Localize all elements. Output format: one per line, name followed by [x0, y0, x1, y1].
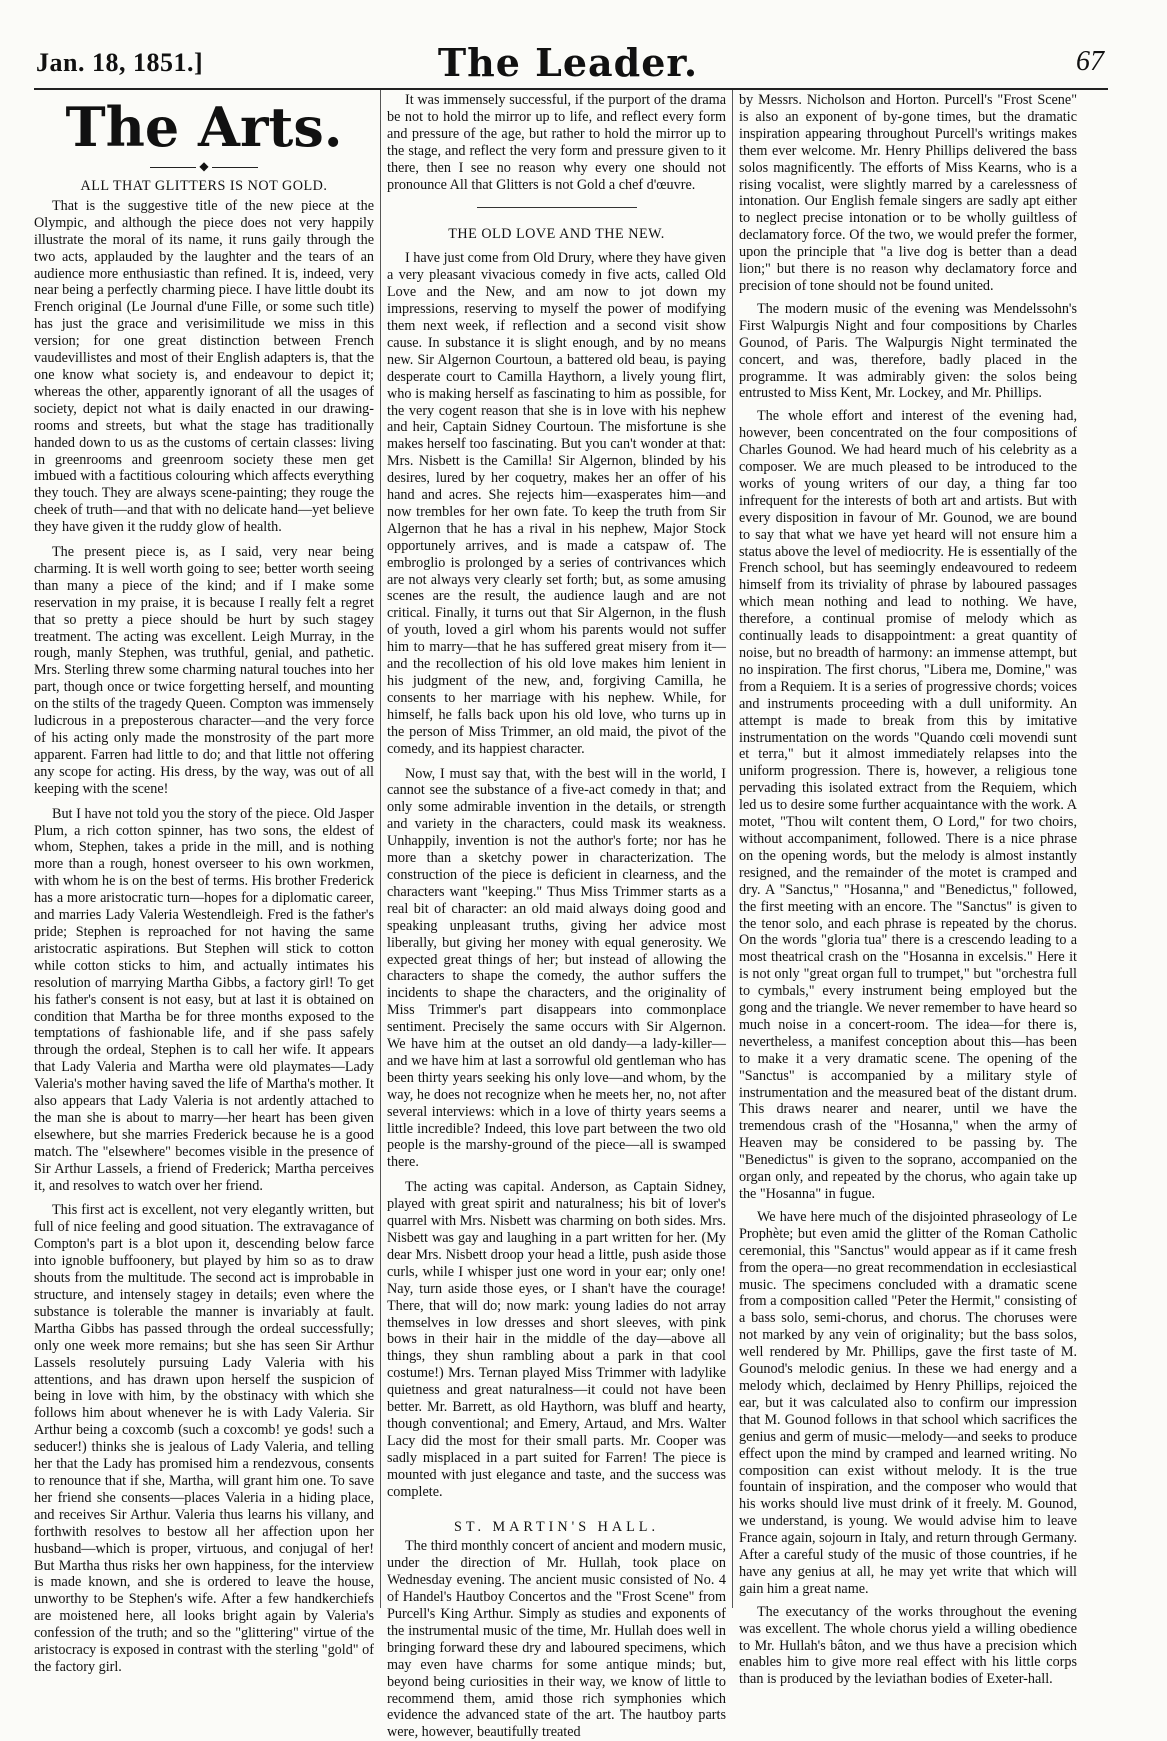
- column-divider: [380, 90, 381, 1608]
- paragraph: The executancy of the works throughout the evening was excellent. The whole chorus yield a willing obedience to Mr. Hullah's bâton, and we thus have a precision which enables him to give more real effect with his little corps than is produced by the leviathan bodies of Exeter-hall.: [739, 1603, 1077, 1688]
- header-rule: [34, 88, 1108, 90]
- section-rule: [477, 207, 637, 208]
- article-title-old-love: THE OLD LOVE AND THE NEW.: [448, 226, 665, 243]
- paragraph: Now, I must say that, with the best will in the world, I cannot see the substance of a five-act comedy in that; and only some admirable invention in the details, or strength and variety in the characters, could mask its weakness. Unhappily, invention is not the author's forte; nor has he more than a sketchy power in characterization. The construction of the piece is deficient in clearness, and the characters want "keeping." Thus Miss Trimmer starts as a real bit of character: an old maid always doing good and speaking unpleasant truths, giving her advice most liberally, but giving her money with equal generosity. We expected great things of her; but instead of allowing the characters to shape the comedy, the author suffers the incidents to shape the characters, and the originality of Miss Trimmer's part disappears into commonplace sentiment. Precisely the same occurs with Sir Algernon. We have him at the outset an old dandy—a lady-killer—and we have him at last a sorrowful old gentleman who has been thirty years seeking his only love—and whom, by the way, he does not recognize when he meets her, no, not after several interviews: which in a love of thirty years seems a little incredible? Indeed, this love part between the two old people is the marshy-ground of the piece—all is swamped there.: [387, 765, 726, 1171]
- column-1: [34, 92, 374, 1675]
- paragraph: But I have not told you the story of the piece. Old Jasper Plum, a rich cotton spinner, has two sons, the eldest of whom, Stephen, takes a pride in the mill, and is nothing more than a rough, honest overseer to his own workmen, with whom he is on the best of terms. His brother Frederick has a more aristocratic turn—hopes for a diplomatic career, and marries Lady Valeria Westendleigh. Fred is the father's pride; Stephen is reproached for not having the same aristocratic aspirations. But Stephen will stick to cotton while cotton sticks to him, and actually intimates his resolution of marrying Martha Gibbs, a factory girl! To get his father's consent is not easy, but at last it is obtained on condition that Martha be for three months exposed to the temptations of fashionable life, and if she pass safely through the ordeal, Stephen is to call her wife. It appears that Lady Valeria and Martha were old playmates—Lady Valeria's mother having saved the life of Martha's mother. It also appears that Lady Valeria is not ardently attached to the man she is about to marry—her heart has been given elsewhere, but she marries Frederick because he is a good match. The "elsewhere" becomes visible in the presence of Sir Arthur Lassels, a friend of Frederick; Martha perceives it, and resolves to watch over her friend.: [34, 805, 374, 1194]
- page-number: 67: [1076, 46, 1104, 77]
- column-2: [387, 92, 726, 1741]
- section-title: The Arts.: [65, 95, 343, 159]
- masthead: The Leader.: [437, 40, 699, 85]
- paragraph: The acting was capital. Anderson, as Captain Sidney, played with great spirit and naturalness; his bit of lover's quarrel with Mrs. Nisbett was charming on both sides. Mrs. Nisbett was gay and laughing in a part written for her. (My dear Mrs. Nisbett droop your head a little, push aside those curls, while I whisper just one word in your ear; only one! Nay, turn aside those eyes, or I shan't have the courage! There, that will do; now mark: young ladies do not array themselves in low dresses and short sleeves, with pink bows in their hair in the middle of the day—above all things, they shun rambling about a park in that cool costume!) Mrs. Ternan played Miss Trimmer with ladylike quietness and great naturalness—it could not have been better. Mr. Barrett, as old Haythorn, was bluff and hearty, though conventional; and Emery, Artaud, and Mrs. Walter Lacy did the most for their small parts. Mr. Cooper was sadly misplaced in a part suited for Farren! The piece is mounted with just elegance and taste, and the success was complete.: [387, 1179, 726, 1500]
- paragraph: That is the suggestive title of the new piece at the Olympic, and although the piece does not very happily illustrate the moral of its name, it runs gaily through the two acts, applauded by the laughter and the tears of an audience more enthusiastic than refined. It is, indeed, very near being a perfectly charming piece. I have little doubt its French original (Le Journal d'une Fille, or some such title) has just the grace and verisimilitude we miss in this version; for one great distinction between French vaudevillistes and most of their English adapters is, that the one know what society is, and endeavour to depict it; whereas the other, apparently ignorant of all the usages of society, depict not what is daily enacted in our drawing-rooms and streets, but what the stage has traditionally handed down to us as the customs of certain classes: living in greenrooms and greenroom society these men get imbued with a factitious colouring which affects everything they touch. They are always scene-painting; they rouge the cheek of truth—and that with no delicate hand—yet believe they have given it the ruddy glow of health.: [34, 197, 374, 536]
- paragraph: This first act is excellent, not very elegantly written, but full of nice feeling and good situation. The extravagance of Compton's part is a blot upon it, descending below farce into ignoble buffoonery, but played by him so as to draw shouts from the multitude. The second act is improbable in structure, and intensely stagey in details; even where the substance is tolerable the manner is invariably at fault. Martha Gibbs has passed through the ordeal successfully; only one week more remains; but she has seen Sir Arthur Lassels resolutely pursuing Lady Valeria with his attentions, and has drawn upon herself the suspicion of being in love with him, by the obstinacy with which she follows him about whenever he is with Lady Valeria. Sir Arthur being a coxcomb (such a coxcomb! ye gods! such a seducer!) thinks she is jealous of Lady Valeria, and telling her that the Lady has promised him a rendezvous, consents to renounce that if she, Martha, will grant him one. To save her friend she consents—places Valeria in a hiding place, and receives Sir Arthur. Valeria thus learns his villany, and forthwith resolves to bestow all her affection upon her husband—which is proper, virtuous, and conjugal of her! But Martha thus risks her own happiness, for the interview is made known, and she is ordered to leave the house, unworthy to be Stephen's wife. After a few handkerchiefs are moistened here, all looks bright again by Valeria's confession of the truth; and so the "glittering" virtue of the aristocracy is exposed in contrast with the sterling "gold" of the factory girl.: [34, 1202, 374, 1675]
- paragraph: by Messrs. Nicholson and Horton. Purcell's "Frost Scene" is also an exponent of by-gone times, but the dramatic inspiration appearing throughout Purcell's writings makes them ever welcome. Mr. Henry Phillips delivered the bass solos magnificently. The efforts of Miss Kearns, who is a rising vocalist, were slightly marred by a carelessness of intonation. Our English female singers are sadly apt either to neglect precise intonation or to be wholly guiltless of declamatory force. Of the two, we would prefer the former, upon the principle that "a live dog is better than a dead lion;" but there is no reason why declamatory force and precision of tone should not be found united.: [739, 92, 1077, 294]
- paragraph: We have here much of the disjointed phraseology of Le Prophète; but even amid the glitter of the Roman Catholic ceremonial, this "Sanctus" would appear as if it came fresh from the opera—no great recommendation in ecclesiastical music. The specimens concluded with a dramatic scene from a composition called "Peter the Hermit," consisting of a bass solo, semi-chorus, and chorus. The choruses were not marked by any vein of originality; but the bass solos, well rendered by Mr. Phillips, gave the first taste of M. Gounod's melodic genius. In these we had energy and a melody which, declaimed by Henry Phillips, rejoiced the ear, but it was calculated also to confirm our impression that M. Gounod follows in that school which sacrifices the genius and germ of music—melody—and seeks to produce effect upon the mind by cramped and learned writing. No composition can exist without melody. It is the true fountain of inspiration, and the composer who would that his works should live must drink of it freely. M. Gounod, we understand, is young. We would advise him to leave France again, sojourn in Italy, and return through Germany. After a careful study of the music of those countries, if he have any genius at all, he may yet write that which will gain him a great name.: [739, 1208, 1077, 1597]
- column-3: [739, 92, 1077, 1688]
- paragraph: The present piece is, as I said, very near being charming. It is well worth going to see; better worth seeing than many a piece of the kind; and if I make some reservation in my praise, it is because I really felt a regret that so pretty a piece should be hurt by such stagey treatment. The acting was excellent. Leigh Murray, in the rough, manly Stephen, was truthful, genial, and pathetic. Mrs. Sterling threw some charming natural touches into her part, though once or twice forgetting herself, and mounting on the stilts of the tragedy Queen. Compton was immensely ludicrous in a preposterous character—and the very force of his acting only made the monstrosity of the part more apparent. Farren had little to do; and that little not offering any scope for acting. His dress, by the way, was out of all keeping with the scene!: [34, 544, 374, 797]
- paragraph: The third monthly concert of ancient and modern music, under the direction of Mr. Hullah, took place on Wednesday evening. The ancient music consisted of No. 4 of Handel's Hautboy Concertos and the "Frost Scene" from Purcell's King Arthur. Simply as studies and exponents of the instrumental music of the time, Mr. Hullah does well in bringing forward these dry and laboured specimens, which may even have charms for some antique minds; but, beyond being curiosities in their way, we know of little to recommend them, amid those rich symphonies which evidence the advanced state of the art. The hautboy parts were, however, beautifully treated: [387, 1538, 726, 1741]
- ornament-divider: ◆: [34, 160, 374, 172]
- paragraph: It was immensely successful, if the purport of the drama be not to hold the mirror up to life, and reflect every form and pressure of the age, but rather to hold the mirror up to the stage, and reflect the very form and pressure given to it there, then I see no reason why every one should not pronounce All that Glitters is not Gold a chef d'œuvre.: [387, 92, 726, 193]
- paragraph: I have just come from Old Drury, where they have given a very pleasant vivacious comedy in five acts, called Old Love and the New, and am now to jot down my impressions, reserving to myself the power of modifying them next week, if reflection and a second visit show cause. In substance it is slight enough, and by no means new. Sir Algernon Courtoun, a battered old beau, is paying desperate court to Camilla Haythorn, a lively young flirt, who is making herself as fascinating to him as possible, for the very cogent reason that she is in love with his nephew and heir, Captain Sidney Courtoun. The misfortune is she makes herself too fascinating. But you can't wonder at that: Mrs. Nisbett is the Camilla! Sir Algernon, blinded by his desires, lured by her coquetry, makes her an offer of his hand and acres. She rejects him—exasperates him—and now trembles for her own fate. To keep the truth from Sir Algernon that he has a rival in his nephew, Major Stock opportunely arrives, and is made a catspaw of. The embroglio is prolonged by a series of contrivances which are not always very clearly set forth; but, as some amusing scenes are the result, the audience laugh and are not critical. Finally, it turns out that Sir Algernon, in the flush of youth, loved a girl whom his parents would not suffer him to marry—that he has suffered great misery from it—and the recollection of his old love makes him lenient in his judgment of the new, and, forgiving Camilla, he consents to her marriage with his nephew. While, for himself, he falls back upon his old love, who turns up in the person of Miss Trimmer, an old maid, the pivot of the comedy, and its happiest character.: [387, 250, 726, 757]
- article-title-glitters: ALL THAT GLITTERS IS NOT GOLD.: [80, 178, 328, 194]
- page-header: [28, 36, 1108, 86]
- paragraph: The whole effort and interest of the evening had, however, been concentrated on the four compositions of Charles Gounod. We had heard much of his celebrity as a composer. We are much pleased to be introduced to the works of young writers of our day, a thing far too infrequent for the interests of both art and artists. But with every disposition in favour of Mr. Gounod, we are bound to say that what we have yet heard will not ensure him a status above the level of mediocrity. He is essentially of the French school, but has seemingly endeavoured to redeem himself from its triviality of phrase by laboured passages which mean nothing and lead to nothing. We have, therefore, a continual promise of melody which as continually leads to disappointment: a great quantity of noise, but no breadth of harmony: an immense attempt, but no inspiration. The first chorus, "Libera me, Domine," was from a Requiem. It is a series of progressive chords; voices and instruments proceeding with a dull uniformity. An attempt is made to break from this by imitative instrumentation on the words "Quando cœli movendi sunt et terra," but it almost immediately relapses into the uniform progression. There is, however, a religious tone pervading this isolated extract from the Requiem, which led us to desire some further acquaintance with the work. A motet, "Thou wilt content them, O Lord," for two choirs, without accompaniment, followed. There is a nice phrase on the opening words, but the melody is almost instantly resigned, and the remainder of the motet is cramped and dry. A "Sanctus," "Hosanna," and "Benedictus," followed, the first meeting with an encore. The "Sanctus" is given to the tenor solo, and each phrase is repeated by the chorus. On the words "gloria tua" there is a crescendo leading to a most theatrical crash on the "Hosanna in excelsis." Here it is not only "great organ full to trumpet," but "orchestra full to cymbals," every instrument being employed but the gong and the triangle. We never remember to have heard so much noise in a concert-room. The idea—for there is, nevertheless, a manifest conception about this—has been to make it a very dramatic scene. The opening of the "Sanctus" is accompanied by a military style of instrumentation and the measured beat of the distant drum. This draws nearer and nearer, until we have the tremendous crash of the "Hosanna," when the army of Heaven may be considered to be passing by. The "Benedictus" is given to the soprano, accompanied on the organ only, and repeated by the chorus, who again take up the "Hosanna" in fugue.: [739, 408, 1077, 1202]
- article-title-st-martins: ST. MARTIN'S HALL.: [453, 1518, 660, 1535]
- paragraph: The modern music of the evening was Mendelssohn's First Walpurgis Night and four compositions by Charles Gounod, of Paris. The Walpurgis Night terminated the concert, and was, therefore, badly placed in the programme. It was admirably given: the solos being entrusted to Miss Kent, Mr. Lockey, and Mr. Phillips.: [739, 300, 1077, 402]
- issue-date: Jan. 18, 1851.]: [36, 48, 204, 77]
- column-divider: [732, 90, 733, 1608]
